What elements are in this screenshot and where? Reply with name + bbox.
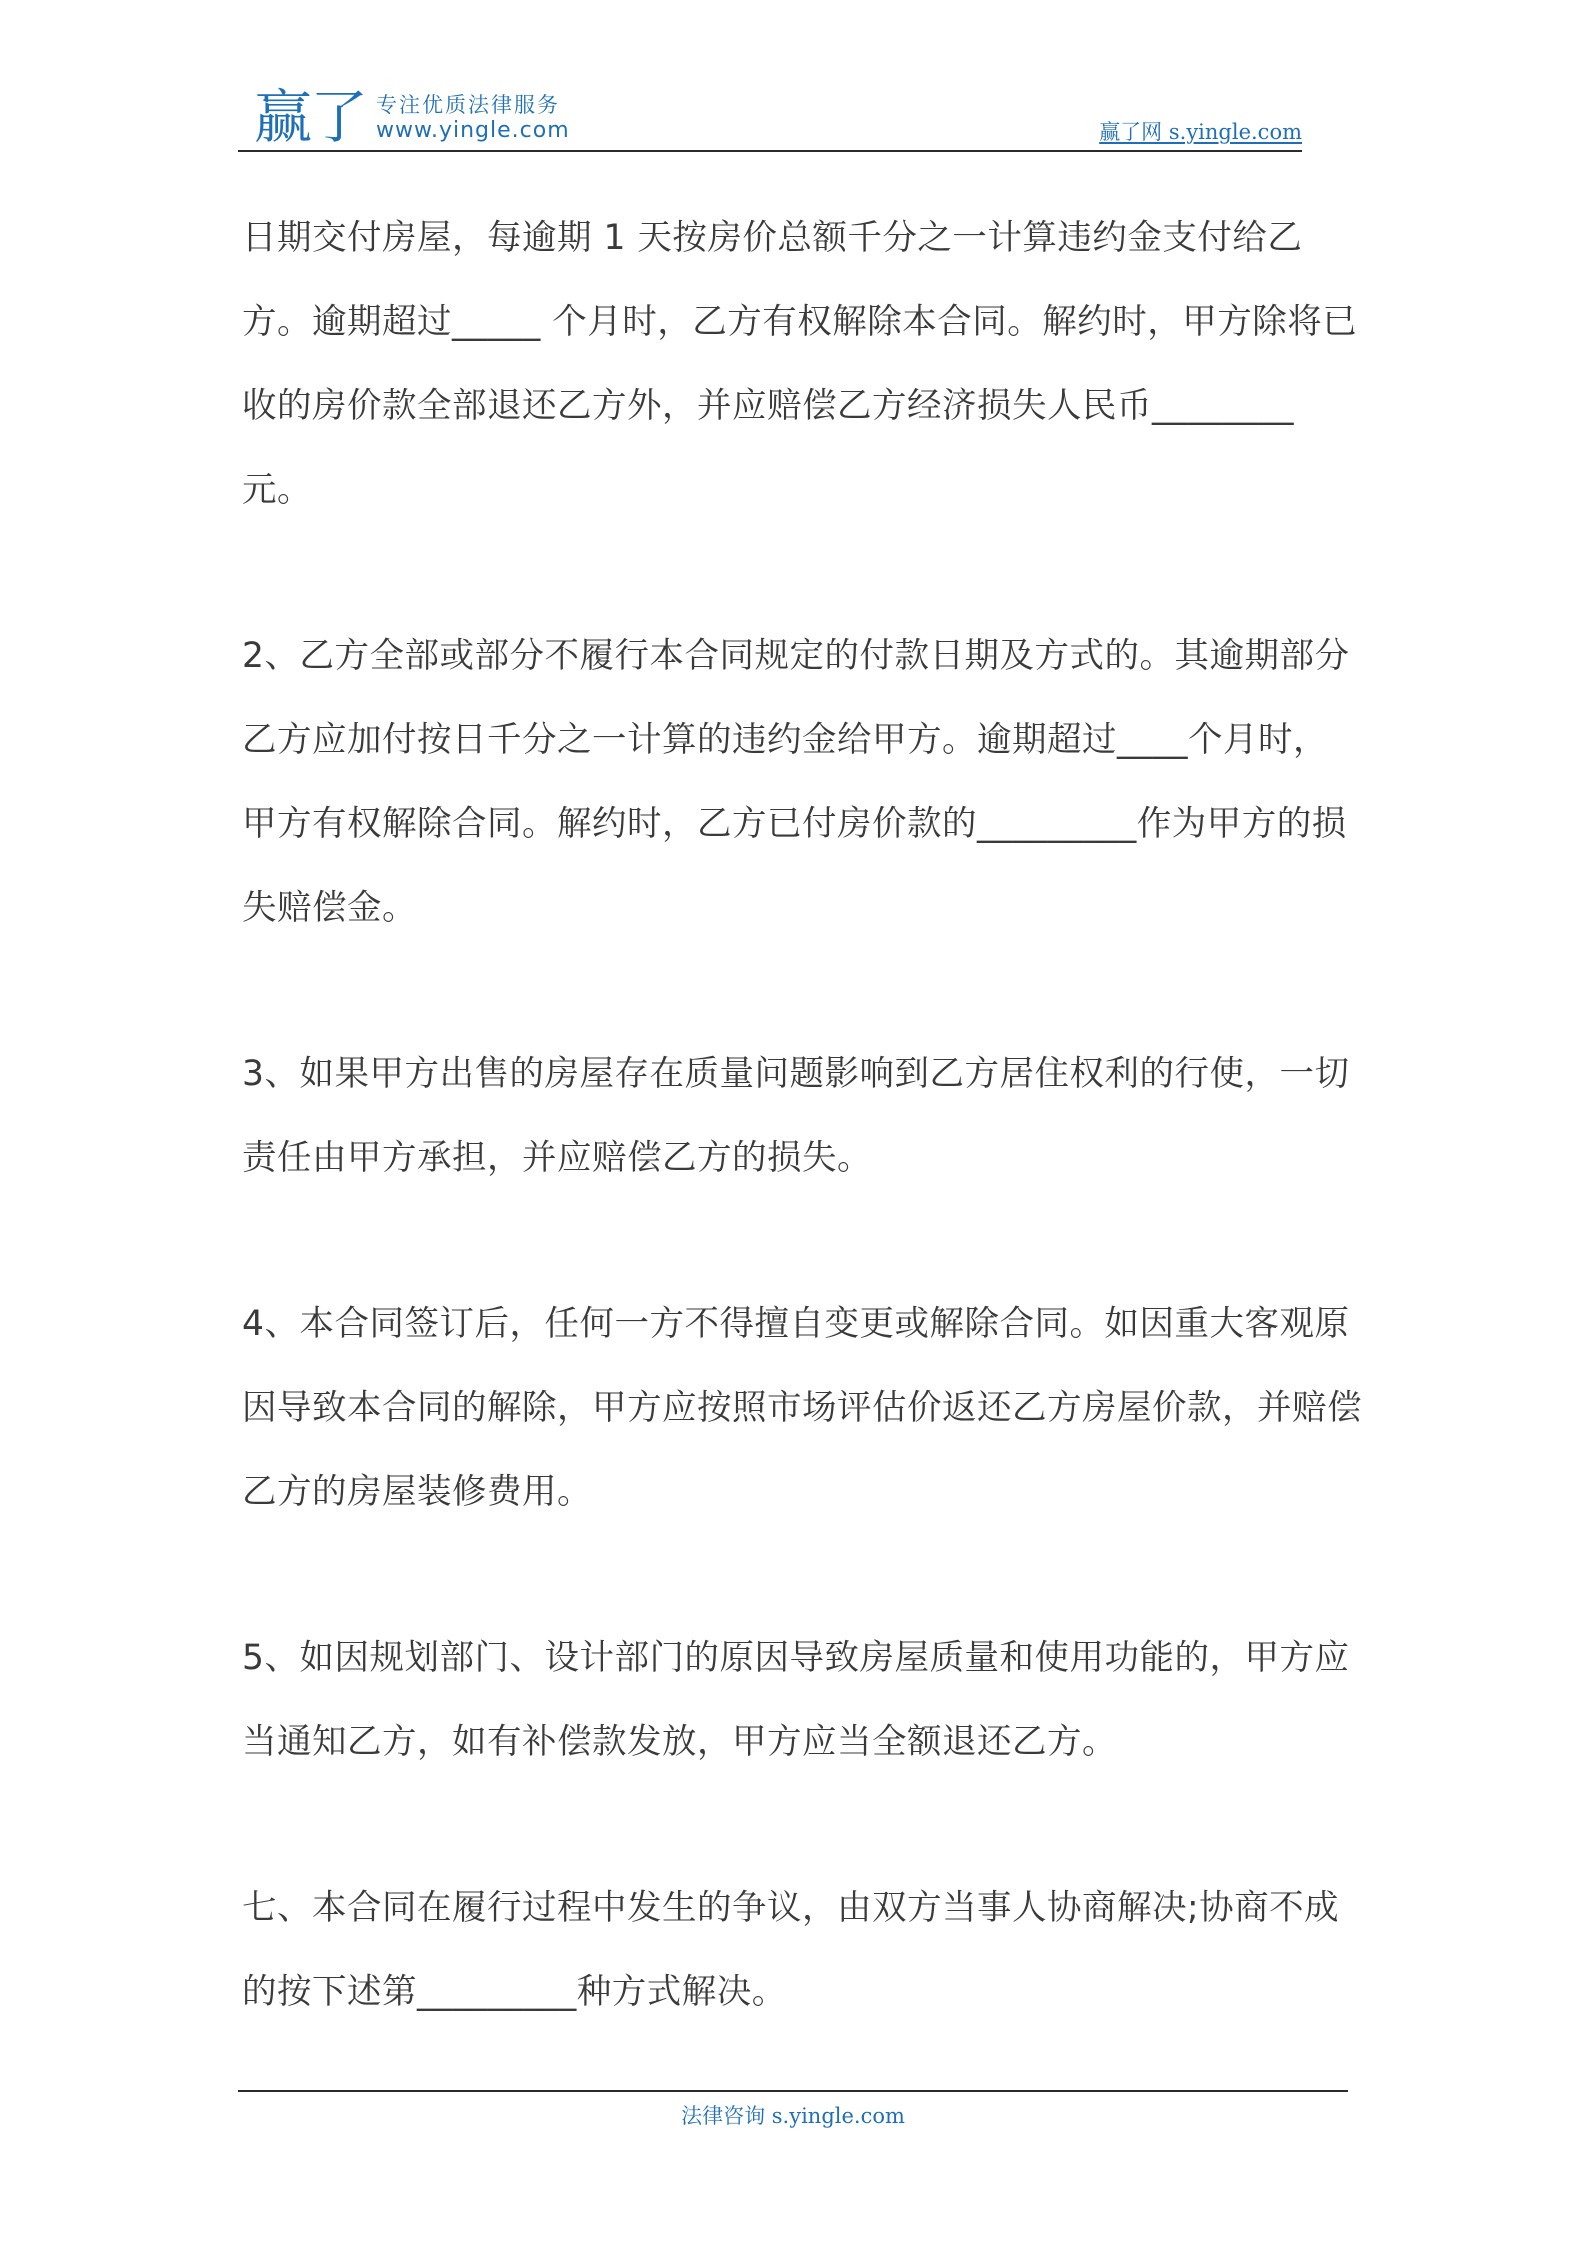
- document-body: [242, 196, 1362, 2034]
- logo-text: [376, 92, 570, 144]
- logo-mark: 赢了: [254, 83, 367, 151]
- contract-clause-5: 5、如因规划部门、设计部门的原因导致房屋质量和使用功能的，甲方应当通知乙方，如有补偿款发放，甲方应当全额退还乙方。: [242, 1638, 1350, 1762]
- site-logo[interactable]: [254, 83, 570, 151]
- logo-url: www.yingle.com: [376, 118, 570, 143]
- contract-paragraph-continuation: 日期交付房屋，每逾期 1 天按房价总额千分之一计算违约金支付给乙方。逾期超过_____ 个月时，乙方有权解除本合同。解约时，甲方除将已收的房价款全部退还乙方外，并应赔偿乙方经济损失人民币________元。: [242, 218, 1358, 510]
- contract-clause-4: 4、本合同签订后，任何一方不得擅自变更或解除合同。如因重大客观原因导致本合同的解除，甲方应按照市场评估价返还乙方房屋价款，并赔偿乙方的房屋装修费用。: [242, 1304, 1362, 1512]
- page-footer: [0, 2100, 1586, 2130]
- contract-article-7: 七、本合同在履行过程中发生的争议，由双方当事人协商解决;协商不成的按下述第_________种方式解决。: [242, 1888, 1340, 2012]
- footer-link[interactable]: 法律咨询 s.yingle.com: [681, 2104, 905, 2128]
- contract-clause-3: 3、如果甲方出售的房屋存在质量问题影响到乙方居住权利的行使，一切责任由甲方承担，并应赔偿乙方的损失。: [242, 1054, 1350, 1178]
- contract-clause-2: 2、乙方全部或部分不履行本合同规定的付款日期及方式的。其逾期部分乙方应加付按日千分之一计算的违约金给甲方。逾期超过____个月时，甲方有权解除合同。解约时，乙方已付房价款的_________作为甲方的损失赔偿金。: [242, 636, 1350, 928]
- header-site-link[interactable]: 赢了网 s.yingle.com: [1099, 120, 1302, 144]
- logo-slogan: 专注优质法律服务: [376, 93, 561, 117]
- footer-divider: [238, 2090, 1348, 2092]
- page-header: [238, 82, 1302, 152]
